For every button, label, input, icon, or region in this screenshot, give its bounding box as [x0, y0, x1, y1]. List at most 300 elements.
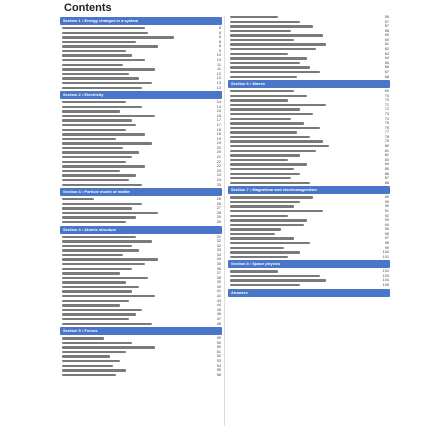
entry-title-placeholder [230, 118, 291, 120]
entry-title-placeholder [230, 34, 323, 36]
page-number: 63 [384, 51, 389, 56]
entry-title-placeholder [230, 219, 307, 221]
entry-title-placeholder [230, 53, 288, 55]
right-column [228, 16, 390, 299]
entry-title-placeholder [62, 365, 113, 367]
contents-entry [228, 48, 390, 51]
page-number: 46 [216, 312, 221, 317]
entry-title-placeholder [62, 245, 132, 247]
entry-title-placeholder [62, 129, 126, 131]
contents-entry [60, 207, 222, 210]
page-number: 17 [216, 118, 221, 123]
entry-title-placeholder [230, 113, 313, 115]
page-number: 26 [216, 201, 221, 206]
page-number: 42 [216, 294, 221, 299]
entry-title-placeholder [230, 154, 300, 156]
contents-entry [60, 290, 222, 293]
page-number: 10 [216, 58, 221, 63]
contents-entry [60, 50, 222, 53]
entry-title-placeholder [62, 133, 145, 135]
entry-title-placeholder [230, 108, 300, 110]
page-number: 27 [216, 206, 221, 211]
section-heading [60, 17, 222, 25]
entry-title-placeholder [230, 136, 310, 138]
contents-entry [60, 115, 222, 118]
page-number: 48 [216, 321, 221, 326]
entry-title-placeholder [230, 177, 291, 179]
page-number: 83 [384, 157, 389, 162]
contents-entry [228, 201, 390, 204]
contents-entry [60, 59, 222, 62]
contents-entry [60, 258, 222, 261]
page-number: 53 [216, 359, 221, 363]
entry-title-placeholder [62, 263, 145, 265]
contents-entry [60, 216, 222, 219]
page-number: 101 [382, 254, 389, 259]
entry-title-placeholder [62, 147, 123, 149]
entry-title-placeholder [62, 295, 155, 297]
page-number: 64 [384, 56, 389, 61]
entry-title-placeholder [230, 215, 288, 217]
entry-title-placeholder [62, 216, 136, 218]
entry-title-placeholder [230, 57, 307, 59]
entry-title-placeholder [62, 119, 132, 121]
entry-title-placeholder [230, 21, 300, 23]
page-number: 68 [384, 74, 389, 79]
page-number: 8 [218, 35, 221, 40]
page-number: 94 [384, 222, 389, 227]
page-number: 17 [216, 122, 221, 127]
page-number: 99 [384, 245, 389, 250]
entry-title-placeholder [62, 207, 132, 209]
contents-entry [60, 286, 222, 289]
entry-title-placeholder [62, 212, 158, 214]
contents-entry [60, 45, 222, 48]
page-number: 57 [384, 19, 389, 24]
entry-title-placeholder [230, 201, 300, 203]
page-number: 85 [384, 166, 389, 171]
contents-entry [228, 196, 390, 199]
entry-title-placeholder [230, 224, 304, 226]
contents-entry [60, 263, 222, 266]
page-number: 34 [216, 257, 221, 262]
page-number: 93 [384, 218, 389, 223]
contents-entry [60, 318, 222, 321]
section-title: Section 5 • Forces [63, 328, 98, 334]
page-number: 21 [216, 155, 221, 160]
page-number: 81 [384, 148, 389, 153]
page-number: 80 [384, 144, 389, 149]
contents-entry [228, 30, 390, 33]
entry-title-placeholder [62, 110, 120, 112]
contents-entry [60, 254, 222, 257]
contents-entry [228, 150, 390, 153]
contents-entry [228, 43, 390, 46]
entry-title-placeholder [230, 173, 300, 175]
page-number: 41 [216, 289, 221, 294]
contents-entry [60, 87, 222, 90]
page-number: 76 [384, 125, 389, 130]
page-number: 16 [216, 113, 221, 118]
page-number: 71 [384, 102, 389, 107]
entry-title-placeholder [62, 313, 136, 315]
entry-title-placeholder [230, 205, 294, 207]
page-number: 104 [382, 278, 389, 283]
page-number: 52 [216, 354, 221, 359]
page-number: 82 [384, 153, 389, 158]
contents-entry [60, 342, 222, 345]
contents-entry [60, 77, 222, 80]
page-title: Contents [64, 2, 112, 14]
page-number: 32 [216, 243, 221, 248]
page-number: 49 [216, 336, 221, 341]
page-number: 26 [216, 197, 221, 202]
page-number: 92 [384, 213, 389, 218]
entry-title-placeholder [230, 76, 297, 78]
contents-entry [60, 165, 222, 168]
entry-title-placeholder [230, 242, 310, 244]
entry-title-placeholder [230, 16, 278, 18]
contents-entry [60, 351, 222, 354]
page-number: 86 [384, 171, 389, 176]
entry-title-placeholder [230, 210, 323, 212]
entry-title-placeholder [62, 27, 145, 29]
section-title: Section 4 • Atomic structure [63, 226, 117, 232]
contents-entry [60, 272, 222, 275]
contents-entry [228, 159, 390, 162]
section-title: Section 8 • Space physics [231, 261, 281, 267]
entry-title-placeholder [62, 258, 158, 260]
page-number: 51 [216, 349, 221, 354]
contents-entry [228, 95, 390, 98]
page-number: 44 [216, 303, 221, 308]
contents-entry [60, 295, 222, 298]
page-number: 87 [384, 176, 389, 181]
entry-title-placeholder [62, 240, 152, 242]
page-number: 35 [216, 262, 221, 267]
contents-entry [228, 122, 390, 125]
page-number: 15 [216, 109, 221, 114]
page-number: 11 [217, 62, 221, 67]
contents-entry [228, 127, 390, 130]
contents-entry [228, 284, 390, 287]
contents-entry [60, 179, 222, 182]
entry-title-placeholder [230, 159, 288, 161]
page-number: 90 [384, 199, 389, 204]
section-heading [60, 327, 222, 335]
entry-title-placeholder [230, 163, 307, 165]
page-number: 8 [218, 44, 221, 49]
section-heading [60, 226, 222, 234]
page-number: 11 [217, 67, 221, 72]
page-number: 13 [216, 85, 221, 90]
page-number: 100 [382, 250, 389, 255]
page-number: 70 [384, 98, 389, 103]
page-number: 9 [218, 48, 221, 53]
contents-entry [60, 249, 222, 252]
page-number: 29 [216, 215, 221, 220]
entry-title-placeholder [62, 50, 126, 52]
entry-title-placeholder [62, 165, 145, 167]
contents-entry [60, 32, 222, 35]
page-number: 20 [216, 145, 221, 150]
entry-title-placeholder [62, 346, 155, 348]
entry-title-placeholder [62, 59, 145, 61]
contents-entry [60, 198, 222, 201]
entry-title-placeholder [62, 36, 174, 38]
contents-entry [60, 142, 222, 145]
contents-entry [228, 113, 390, 116]
contents-entry [228, 53, 390, 56]
page-number: 25 [216, 182, 221, 187]
page-number: 22 [216, 164, 221, 169]
entry-title-placeholder [62, 323, 152, 325]
page-number: 79 [384, 139, 389, 144]
contents-entry [228, 237, 390, 240]
page-number: 32 [216, 239, 221, 244]
contents-entry [60, 151, 222, 154]
section-title: Section 1 • Energy changes in a system [63, 18, 139, 23]
contents-entry [60, 36, 222, 39]
entry-title-placeholder [230, 270, 278, 272]
page-number: 88 [384, 180, 389, 185]
page-number: 30 [216, 219, 221, 224]
entry-title-placeholder [62, 203, 142, 205]
contents-entry [60, 300, 222, 303]
entry-title-placeholder [230, 62, 300, 64]
entry-title-placeholder [62, 304, 120, 306]
entry-title-placeholder [230, 71, 320, 73]
contents-entry [60, 82, 222, 85]
contents-entry [228, 242, 390, 245]
contents-entry [228, 104, 390, 107]
contents-entry [228, 66, 390, 69]
page-number: 73 [384, 111, 389, 116]
contents-entry [60, 309, 222, 312]
page-number: 19 [216, 136, 221, 141]
contents-entry [60, 27, 222, 30]
contents-entry [60, 156, 222, 159]
entry-title-placeholder [62, 45, 158, 47]
entry-title-placeholder [62, 151, 139, 153]
contents-entry [228, 275, 390, 278]
page-number: 89 [384, 195, 389, 200]
page-number: 62 [384, 47, 389, 52]
page-number: 28 [216, 210, 221, 215]
entry-title-placeholder [230, 131, 297, 133]
column-divider [224, 16, 225, 426]
entry-title-placeholder [230, 30, 291, 32]
entry-title-placeholder [62, 290, 132, 292]
contents-entry [228, 118, 390, 121]
contents-entry [60, 68, 222, 71]
page-number: 40 [216, 284, 221, 289]
contents-entry [60, 281, 222, 284]
page-number: 72 [384, 107, 389, 112]
page-number: 56 [384, 15, 389, 19]
page-number: 50 [216, 340, 221, 345]
entry-title-placeholder [62, 286, 139, 288]
page-number: 8 [218, 30, 221, 35]
contents-entry [228, 140, 390, 143]
entry-title-placeholder [62, 236, 136, 238]
contents-entry [228, 173, 390, 176]
contents-entry [60, 374, 222, 377]
contents-entry [60, 41, 222, 44]
page-number: 56 [216, 372, 221, 377]
entry-title-placeholder [62, 355, 110, 357]
contents-entry [60, 304, 222, 307]
contents-entry [228, 154, 390, 157]
contents-entry [60, 203, 222, 206]
entry-title-placeholder [62, 73, 129, 75]
contents-entry [228, 270, 390, 273]
contents-entry [60, 337, 222, 340]
page-number: 59 [384, 33, 389, 38]
entry-title-placeholder [230, 104, 326, 106]
contents-entry [60, 365, 222, 368]
entry-title-placeholder [62, 68, 155, 70]
page-number: 65 [384, 60, 389, 65]
contents-entry [60, 313, 222, 316]
contents-entry [228, 228, 390, 231]
contents-entry [60, 360, 222, 363]
section-title: Section 3 • Particle model of matter [63, 189, 130, 195]
page-number: 54 [216, 363, 221, 368]
page-number: 105 [382, 283, 389, 288]
page-number: 57 [384, 24, 389, 29]
page-number: 98 [384, 241, 389, 246]
page-number: 96 [384, 231, 389, 236]
section-heading [228, 80, 390, 88]
page-number: 97 [384, 236, 389, 241]
entry-title-placeholder [230, 25, 313, 27]
contents-entry [228, 215, 390, 218]
entry-title-placeholder [230, 99, 288, 101]
section-heading [60, 188, 222, 196]
entry-title-placeholder [62, 64, 123, 66]
contents-entry [228, 16, 390, 19]
page-number: 19 [216, 141, 221, 146]
contents-entry [60, 277, 222, 280]
answers-title: Answers [231, 289, 248, 295]
contents-entry [60, 124, 222, 127]
contents-entry [60, 174, 222, 177]
page-number: 34 [216, 252, 221, 257]
page-number: 12 [216, 71, 221, 76]
page-number: 78 [384, 134, 389, 139]
entry-title-placeholder [62, 254, 123, 256]
entry-title-placeholder [62, 272, 120, 274]
contents-entry [60, 129, 222, 132]
entry-title-placeholder [62, 268, 132, 270]
entry-title-placeholder [62, 318, 129, 320]
page-number: 84 [384, 162, 389, 167]
contents-entry [228, 57, 390, 60]
section-heading [228, 186, 390, 194]
page-number: 55 [216, 368, 221, 373]
section-title: Section 7 • Magnetism and electromagnetism [231, 187, 317, 193]
contents-entry [228, 99, 390, 102]
page-number: 47 [216, 316, 221, 321]
contents-entry [228, 34, 390, 37]
contents-entry [60, 323, 222, 326]
entry-title-placeholder [62, 138, 116, 140]
page-number: 24 [216, 173, 221, 178]
page-number: 14 [216, 100, 221, 105]
page-number: 33 [216, 248, 221, 253]
entry-title-placeholder [230, 95, 307, 97]
page-number: 39 [216, 280, 221, 285]
contents-entry [60, 161, 222, 164]
contents-entry [228, 21, 390, 24]
page-number: 90 [384, 204, 389, 209]
entry-title-placeholder [62, 41, 136, 43]
contents-entry [228, 90, 390, 93]
contents-entry [60, 355, 222, 358]
page-number: 22 [216, 159, 221, 164]
page-number: 12 [216, 76, 221, 81]
entry-title-placeholder [230, 196, 313, 198]
contents-entry [60, 106, 222, 109]
entry-title-placeholder [230, 39, 294, 41]
entry-title-placeholder [62, 277, 148, 279]
entry-title-placeholder [230, 284, 300, 286]
contents-entry [60, 236, 222, 239]
contents-entry [60, 101, 222, 104]
page-number: 74 [384, 116, 389, 121]
contents-entry [60, 64, 222, 67]
page-number: 38 [216, 275, 221, 280]
page-number: 45 [216, 307, 221, 312]
page-number: 75 [384, 121, 389, 126]
contents-entry [60, 184, 222, 187]
contents-entry [228, 71, 390, 74]
contents-entry [60, 346, 222, 349]
entry-title-placeholder [230, 233, 275, 235]
contents-entry [60, 245, 222, 248]
entry-title-placeholder [230, 247, 284, 249]
entry-title-placeholder [62, 221, 126, 223]
page-number: 23 [216, 168, 221, 173]
entry-title-placeholder [230, 66, 310, 68]
page-number: 37 [216, 271, 221, 276]
contents-entry [228, 163, 390, 166]
entry-title-placeholder [62, 351, 126, 353]
page-number: 43 [216, 298, 221, 303]
contents-entry [228, 39, 390, 42]
entry-title-placeholder [62, 369, 126, 371]
answers-heading [228, 289, 390, 297]
page-number: 18 [216, 127, 221, 132]
page-number: 8 [218, 39, 221, 44]
entry-title-placeholder [230, 256, 288, 258]
entry-title-placeholder [62, 179, 129, 181]
entry-title-placeholder [62, 54, 132, 56]
entry-title-placeholder [230, 150, 316, 152]
entry-title-placeholder [62, 300, 129, 302]
page-number: 61 [384, 42, 389, 47]
page-number: 10 [216, 53, 221, 58]
entry-title-placeholder [62, 342, 132, 344]
contents-entry [228, 279, 390, 282]
entry-title-placeholder [230, 122, 304, 124]
entry-title-placeholder [62, 106, 142, 108]
entry-title-placeholder [62, 115, 155, 117]
page-number: 31 [216, 234, 221, 239]
entry-title-placeholder [62, 142, 152, 144]
page-number: 66 [384, 65, 389, 70]
